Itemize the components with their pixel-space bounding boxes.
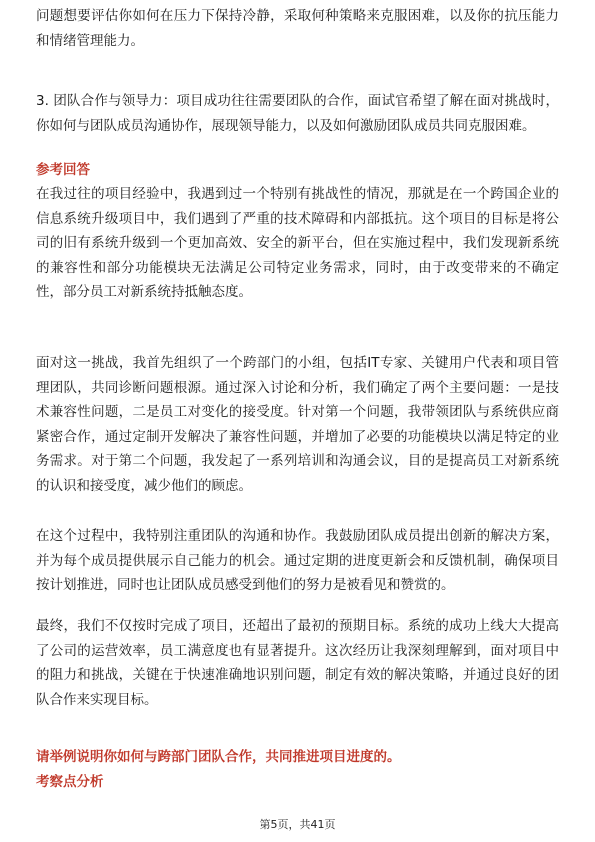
analysis-heading: 考察点分析 — [36, 774, 104, 790]
answer-paragraph-4: 最终，我们不仅按时完成了项目，还超出了最初的预期目标。系统的成功上线大大提高了公司的运营效率，员工满意度也有显著提升。这次经历让我深刻理解到，面对项目中的阻力和挑战，关键在于快速准确地识别问题，制定有效的解决策略，并通过良好的团队合作来实现目标。 — [36, 618, 559, 708]
question-heading: 请举例说明你如何与跨部门团队合作，共同推进项目进度的。 — [36, 749, 401, 765]
answer-paragraph-2: 面对这一挑战，我首先组织了一个跨部门的小组，包括IT专家、关键用户代表和项目管理团队，共同诊断问题根源。通过深入讨论和分析，我们确定了两个主要问题：一是技术兼容性问题，二是员工对变化的接受度。针对第一个问题，我带领团队与系统供应商紧密合作，通过定制开发解决了兼容性问题，并增加了必要的功能模块以满足特定的业务需求。对于第二个问题，我发起了一系列培训和沟通会议，目的是提高员工对新系统的认识和接受度，减少他们的顾虑。 — [36, 355, 559, 494]
page-footer: 第5页，共41页 — [259, 818, 336, 831]
answer-heading: 参考回答 — [36, 162, 90, 178]
point-3-paragraph: 3. 团队合作与领导力：项目成功往往需要团队的合作，面试官希望了解在面对挑战时，你如何与团队成员沟通协作，展现领导能力，以及如何激励团队成员共同克服困难。 — [36, 93, 559, 134]
intro-continued-paragraph: 问题想要评估你如何在压力下保持冷静，采取何种策略来克服困难，以及你的抗压能力和情绪管理能力。 — [36, 8, 559, 49]
answer-paragraph-3: 在这个过程中，我特别注重团队的沟通和协作。我鼓励团队成员提出创新的解决方案，并为每个成员提供展示自己能力的机会。通过定期的进度更新会和反馈机制，确保项目按计划推进，同时也让团队成员感受到他们的努力是被看见和赞赏的。 — [36, 528, 559, 593]
answer-paragraph-1: 在我过往的项目经验中，我遇到过一个特别有挑战性的情况，那就是在一个跨国企业的信息系统升级项目中，我们遇到了严重的技术障碍和内部抵抗。这个项目的目标是将公司的旧有系统升级到一个更加高效、安全的新平台，但在实施过程中，我们发现新系统的兼容性和部分功能模块无法满足公司特定业务需求，同时，由于改变带来的不确定性，部分员工对新系统持抵触态度。 — [36, 186, 559, 300]
